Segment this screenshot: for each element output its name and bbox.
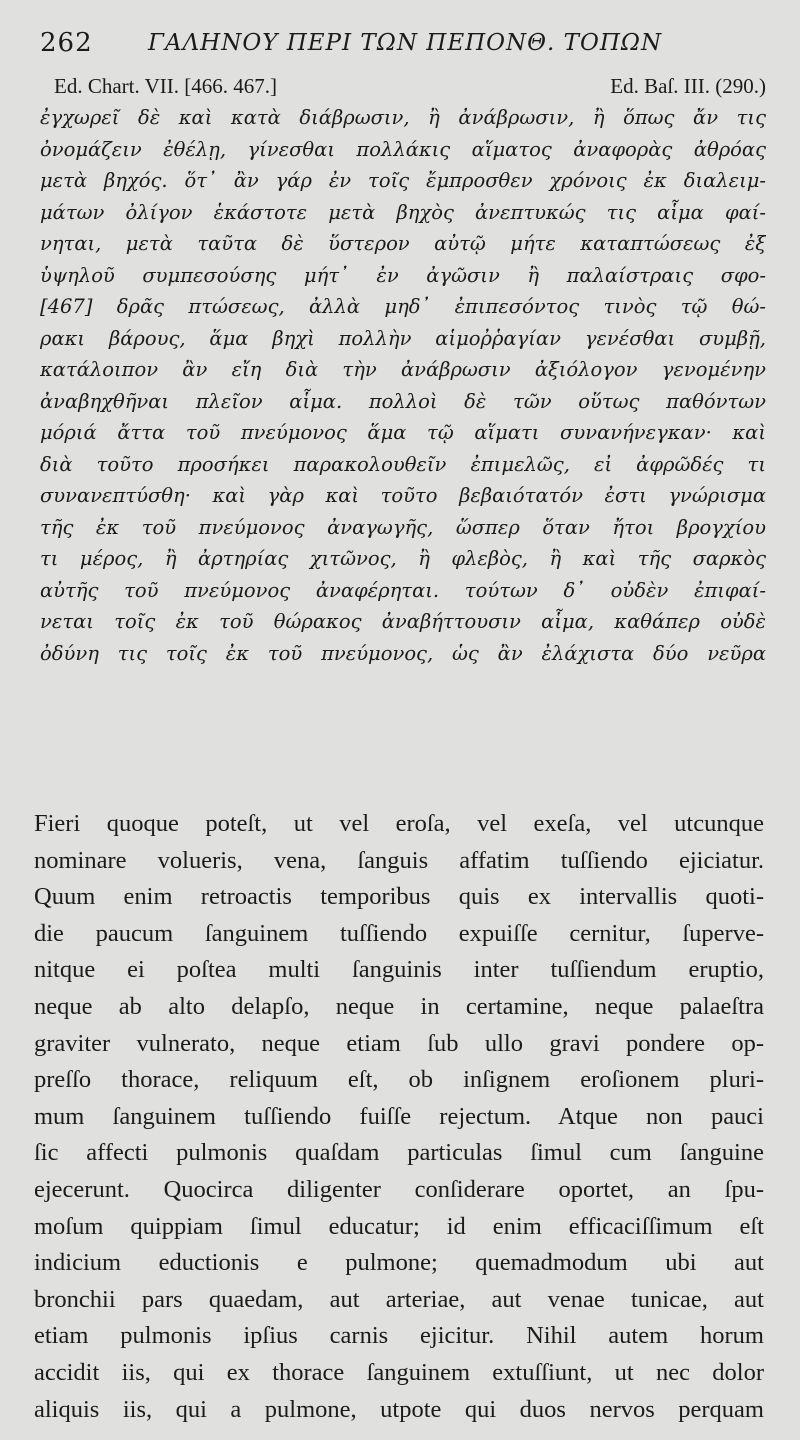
- latin-text-line: Fieri quoque poteſt, ut vel eroſa, vel exeſa, vel utcunque: [34, 810, 764, 837]
- latin-text-line: preſſo thorace, reliquum eſt, ob inſignem eroſionem pluri-: [34, 1066, 764, 1094]
- latin-text-line: ejecerunt. Quocirca diligenter conſiderare oportet, an ſpu-: [34, 1175, 764, 1203]
- greek-text-line: ὑψηλοῦ συμπεσούσης μήτ᾽ ἐν ἀγῶσιν ἢ παλαίστραις σφο-: [40, 263, 766, 287]
- latin-text-line: aliquis iis, qui a pulmone, utpote qui duos nervos perquam: [34, 1395, 764, 1423]
- latin-text-line: indicium eductionis e pulmone; quemadmodum ubi aut: [34, 1249, 764, 1277]
- greek-text-line: νεται τοῖς ἐκ τοῦ θώρακος ἀναβήττουσιν αἷμα, καθάπερ οὐδὲ: [40, 610, 766, 633]
- latin-text-line: Quum enim retroactis temporibus quis ex intervallis quoti-: [34, 883, 764, 911]
- greek-text-line: μετὰ βηχός. ὅτ᾽ ἂν γάρ ἐν τοῖς ἔμπροσθεν χρόνοις ἐκ διαλειμ-: [40, 169, 766, 192]
- running-title: ΓΑΛΗΝΟΥ ΠΕΡΙ ΤΩΝ ΠΕΠΟΝΘ. ΤΟΠΩΝ: [148, 30, 663, 56]
- greek-text-line: μάτων ὀλίγον ἑκάστοτε μετὰ βηχὸς ἀνεπτυκώς τις αἷμα φαί-: [40, 200, 766, 224]
- latin-text-line: neque ab alto delapſo, neque in certamine, neque palaeſtra: [34, 992, 764, 1020]
- latin-text-line: mum ſanguinem tuſſiendo fuiſſe rejectum. Atque non pauci: [34, 1102, 764, 1130]
- latin-text-line: etiam pulmonis ipſius carnis ejicitur. Nihil autem horum: [34, 1322, 764, 1350]
- latin-text-line: nominare volueris, vena, ſanguis affatim tuſſiendo ejiciatur.: [34, 846, 764, 874]
- greek-text-line: συνανεπτύσθη· καὶ γὰρ καὶ τοῦτο βεβαιότατόν ἐστι γνώρισμα: [40, 484, 766, 507]
- latin-text-line: moſum quippiam ſimul educatur; id enim efficaciſſimum eſt: [34, 1212, 764, 1240]
- latin-text-line: nitque ei poſtea multi ſanguinis inter tuſſiendum eruptio,: [34, 956, 764, 984]
- greek-text-line: ὀδύνη τις τοῖς ἐκ τοῦ πνεύμονος, ὡς ἂν ἐλάχιστα δύο νεῦρα: [40, 641, 766, 665]
- latin-text-line: accidit iis, qui ex thorace ſanguinem extuſſiunt, ut nec dolor: [34, 1358, 764, 1386]
- greek-text-line: ὀνομάζειν ἐθέλῃ, γίνεσθαι πολλάκις αἵματος ἀναφορὰς ἀθρόας: [40, 137, 766, 161]
- page-number: 262: [40, 28, 93, 58]
- greek-text-line: τι μέρος, ἢ ἀρτηρίας χιτῶνος, ἢ φλεβὸς, ἢ καὶ τῆς σαρκὸς: [40, 547, 766, 570]
- greek-text-line: κατάλοιπον ἂν εἴη διὰ τὴν ἀνάβρωσιν ἀξιόλογον γενομένην: [40, 358, 766, 381]
- latin-text-line: die paucum ſanguinem tuſſiendo expuiſſe cernitur, ſuperve-: [34, 919, 764, 947]
- greek-text-block: [40, 102, 766, 669]
- greek-text-line: νηται, μετὰ ταῦτα δὲ ὕστερον αὐτῷ μήτε καταπτώσεως ἐξ: [40, 232, 766, 255]
- latin-text-line: bronchii pars quaedam, aut arteriae, aut venae tunicae, aut: [34, 1285, 764, 1313]
- latin-text-line: ſic affecti pulmonis quaſdam particulas ſimul cum ſanguine: [34, 1139, 764, 1167]
- greek-text-line: [467] δρᾶς πτώσεως, ἀλλὰ μηδ᾽ ἐπιπεσόντος τινὸς τῷ θώ-: [40, 295, 766, 318]
- greek-text-line: τῆς ἐκ τοῦ πνεύμονος ἀναγωγῆς, ὥσπερ ὅταν ἤτοι βρογχίου: [40, 515, 766, 539]
- greek-text-line: ρακι βάρους, ἅμα βηχὶ πολλὴν αἱμοῤῥαγίαν γενέσθαι συμβῇ,: [40, 326, 766, 350]
- greek-text-line: μόριά ἄττα τοῦ πνεύμονος ἅμα τῷ αἵματι συνανήνεγκαν· καὶ: [40, 421, 766, 444]
- edition-basel-reference: Ed. Baſ. III. (290.): [610, 74, 766, 98]
- greek-text-line: διὰ τοῦτο προσήκει παρακολουθεῖν ἐπιμελῶς, εἰ ἀφρῶδές τι: [40, 452, 766, 476]
- greek-text-line: αὐτῆς τοῦ πνεύμονος ἀναφέρηται. τούτων δ᾽ οὐδὲν ἐπιφαί-: [40, 578, 766, 602]
- edition-reference-line: [54, 74, 766, 100]
- edition-chartier-reference: Ed. Chart. VII. [466. 467.]: [54, 74, 277, 98]
- greek-text-line: ἐγχωρεῖ δὲ καὶ κατὰ διάβρωσιν, ἢ ἀνάβρωσιν, ἢ ὅπως ἄν τις: [40, 106, 766, 129]
- greek-text-line: ἀναβηχθῆναι πλεῖον αἷμα. πολλοὶ δὲ τῶν οὕτως παθόντων: [40, 389, 766, 413]
- latin-translation-block: [34, 806, 764, 1428]
- page-header: [40, 28, 770, 62]
- latin-text-line: graviter vulnerato, neque etiam ſub ullo gravi pondere op-: [34, 1029, 764, 1057]
